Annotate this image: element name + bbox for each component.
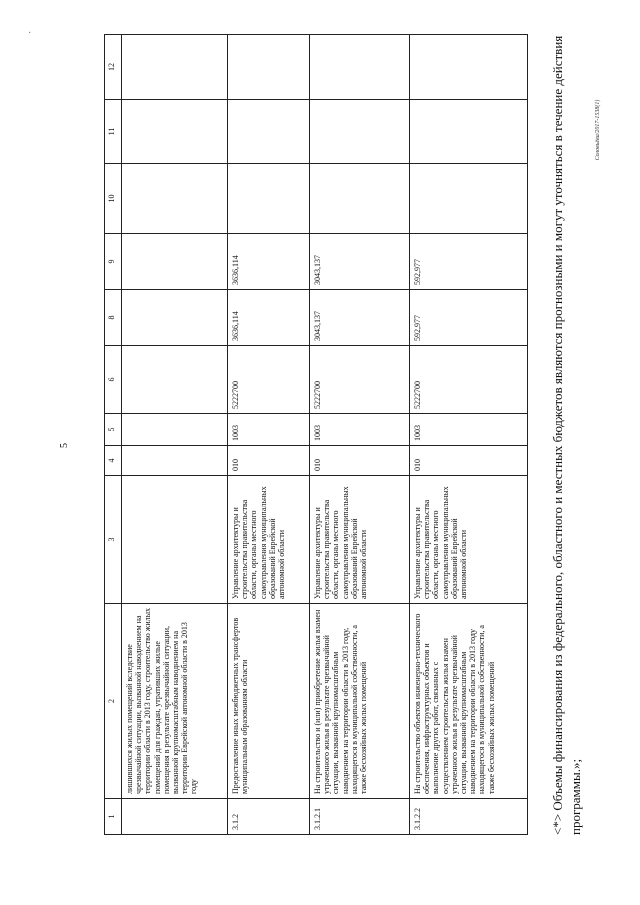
row-executor: Управление архитектуры и строительства правительства области, органы местного самоуправления муниципальных образований Еврейской автономной области (310, 476, 410, 604)
row-c11 (410, 100, 528, 164)
row-c4: 010 (310, 446, 410, 476)
header-cell: 4 (105, 446, 122, 476)
row-number: 3.1.2.2 (410, 799, 528, 835)
row-c8: 3043,137 (310, 290, 410, 346)
row-executor: Управление архитектуры и строительства правительства области, органы местного самоуправления муниципальных образований Еврейской автономной области (228, 476, 310, 604)
header-cell: 5 (105, 414, 122, 446)
row-c5: 1003 (310, 414, 410, 446)
header-cell: 1 (105, 799, 122, 835)
document-stamp (595, 60, 605, 200)
table-row (310, 35, 410, 835)
row-c6: 5222700 (410, 346, 528, 414)
row-c9: 3636,114 (228, 234, 310, 290)
row-c11 (228, 100, 310, 164)
row-c6 (122, 346, 228, 414)
row-c12 (122, 35, 228, 100)
row-c10 (228, 164, 310, 234)
row-number: 3.1.2 (228, 799, 310, 835)
row-c11 (122, 100, 228, 164)
row-c6: 5222700 (310, 346, 410, 414)
row-c8: 592,977 (410, 290, 528, 346)
header-cell: 11 (105, 100, 122, 164)
row-c12 (410, 35, 528, 100)
row-c5: 1003 (410, 414, 528, 446)
header-cell: 2 (105, 604, 122, 799)
row-c4: 010 (228, 446, 310, 476)
rotated-sheet (104, 35, 583, 835)
row-c12 (228, 35, 310, 100)
row-name: лишившихся жилых помещений вследствие чрезвычайной ситуации, вызванной наводнением на территории области в 2013 году, строительство жилых помещений для граждан, утративших жилые помещения в результате чрезвычайной ситуации, вызванной крупномасштабным наводнением на территории Еврейской автономной области в 2013 году (122, 604, 228, 799)
header-row (105, 35, 122, 835)
scan-specks: · (28, 28, 32, 39)
row-c10 (310, 164, 410, 234)
stamp-text: Соловьёва/2017-1538(1) (595, 99, 601, 161)
row-c8 (122, 290, 228, 346)
table-row (228, 35, 310, 835)
row-c10 (122, 164, 228, 234)
row-c12 (310, 35, 410, 100)
row-c4: 010 (410, 446, 528, 476)
table-row (410, 35, 528, 835)
row-c4 (122, 446, 228, 476)
row-c9: 3043,137 (310, 234, 410, 290)
row-c5 (122, 414, 228, 446)
header-cell: 9 (105, 234, 122, 290)
header-cell: 3 (105, 476, 122, 604)
header-cell: 10 (105, 164, 122, 234)
row-number: 3.1.2.1 (310, 799, 410, 835)
row-c9: 592,977 (410, 234, 528, 290)
table-row (122, 35, 228, 835)
row-executor (122, 476, 228, 604)
row-number (122, 799, 228, 835)
row-c11 (310, 100, 410, 164)
header-cell: 6 (105, 346, 122, 414)
footnote: <*> Объемы финансирования из федерального, областного и местных бюджетов являются прогнозными и могут уточняться в течение действия программы.»; (550, 35, 583, 835)
program-table (104, 34, 528, 835)
header-cell: 8 (105, 290, 122, 346)
row-c5: 1003 (228, 414, 310, 446)
row-c6: 5222700 (228, 346, 310, 414)
row-name: На строительство объектов инженерно-технического обеспечения, инфраструктурных объектов и выполнение других работ, связанных с осуществлением строительства жилья взамен утраченного жилья в результате чрезвычайной ситуации, вызванной крупномасштабным наводнением на территории области в 2013 году находящегося в муниципальной собственности, а также бесхозяйных жилых помещений (410, 604, 528, 799)
row-name: На строительство и (или) приобретение жилья взамен утраченного жилья в результате чрезвычайной ситуации, вызванной крупномасштабным наводнением на территории области в 2013 году, находящегося в муниципальной собственности, а также бесхозяйных жилых помещений (310, 604, 410, 799)
page-number: 5 (59, 443, 70, 448)
header-cell: 12 (105, 35, 122, 100)
row-c8: 3636,114 (228, 290, 310, 346)
row-executor: Управление архитектуры и строительства правительства области, органы местного самоуправления муниципальных образований Еврейской автономной области (410, 476, 528, 604)
row-c10 (410, 164, 528, 234)
row-c9 (122, 234, 228, 290)
row-name: Предоставление иных межбюджетных трансфертов муниципальным образованиям области (228, 604, 310, 799)
